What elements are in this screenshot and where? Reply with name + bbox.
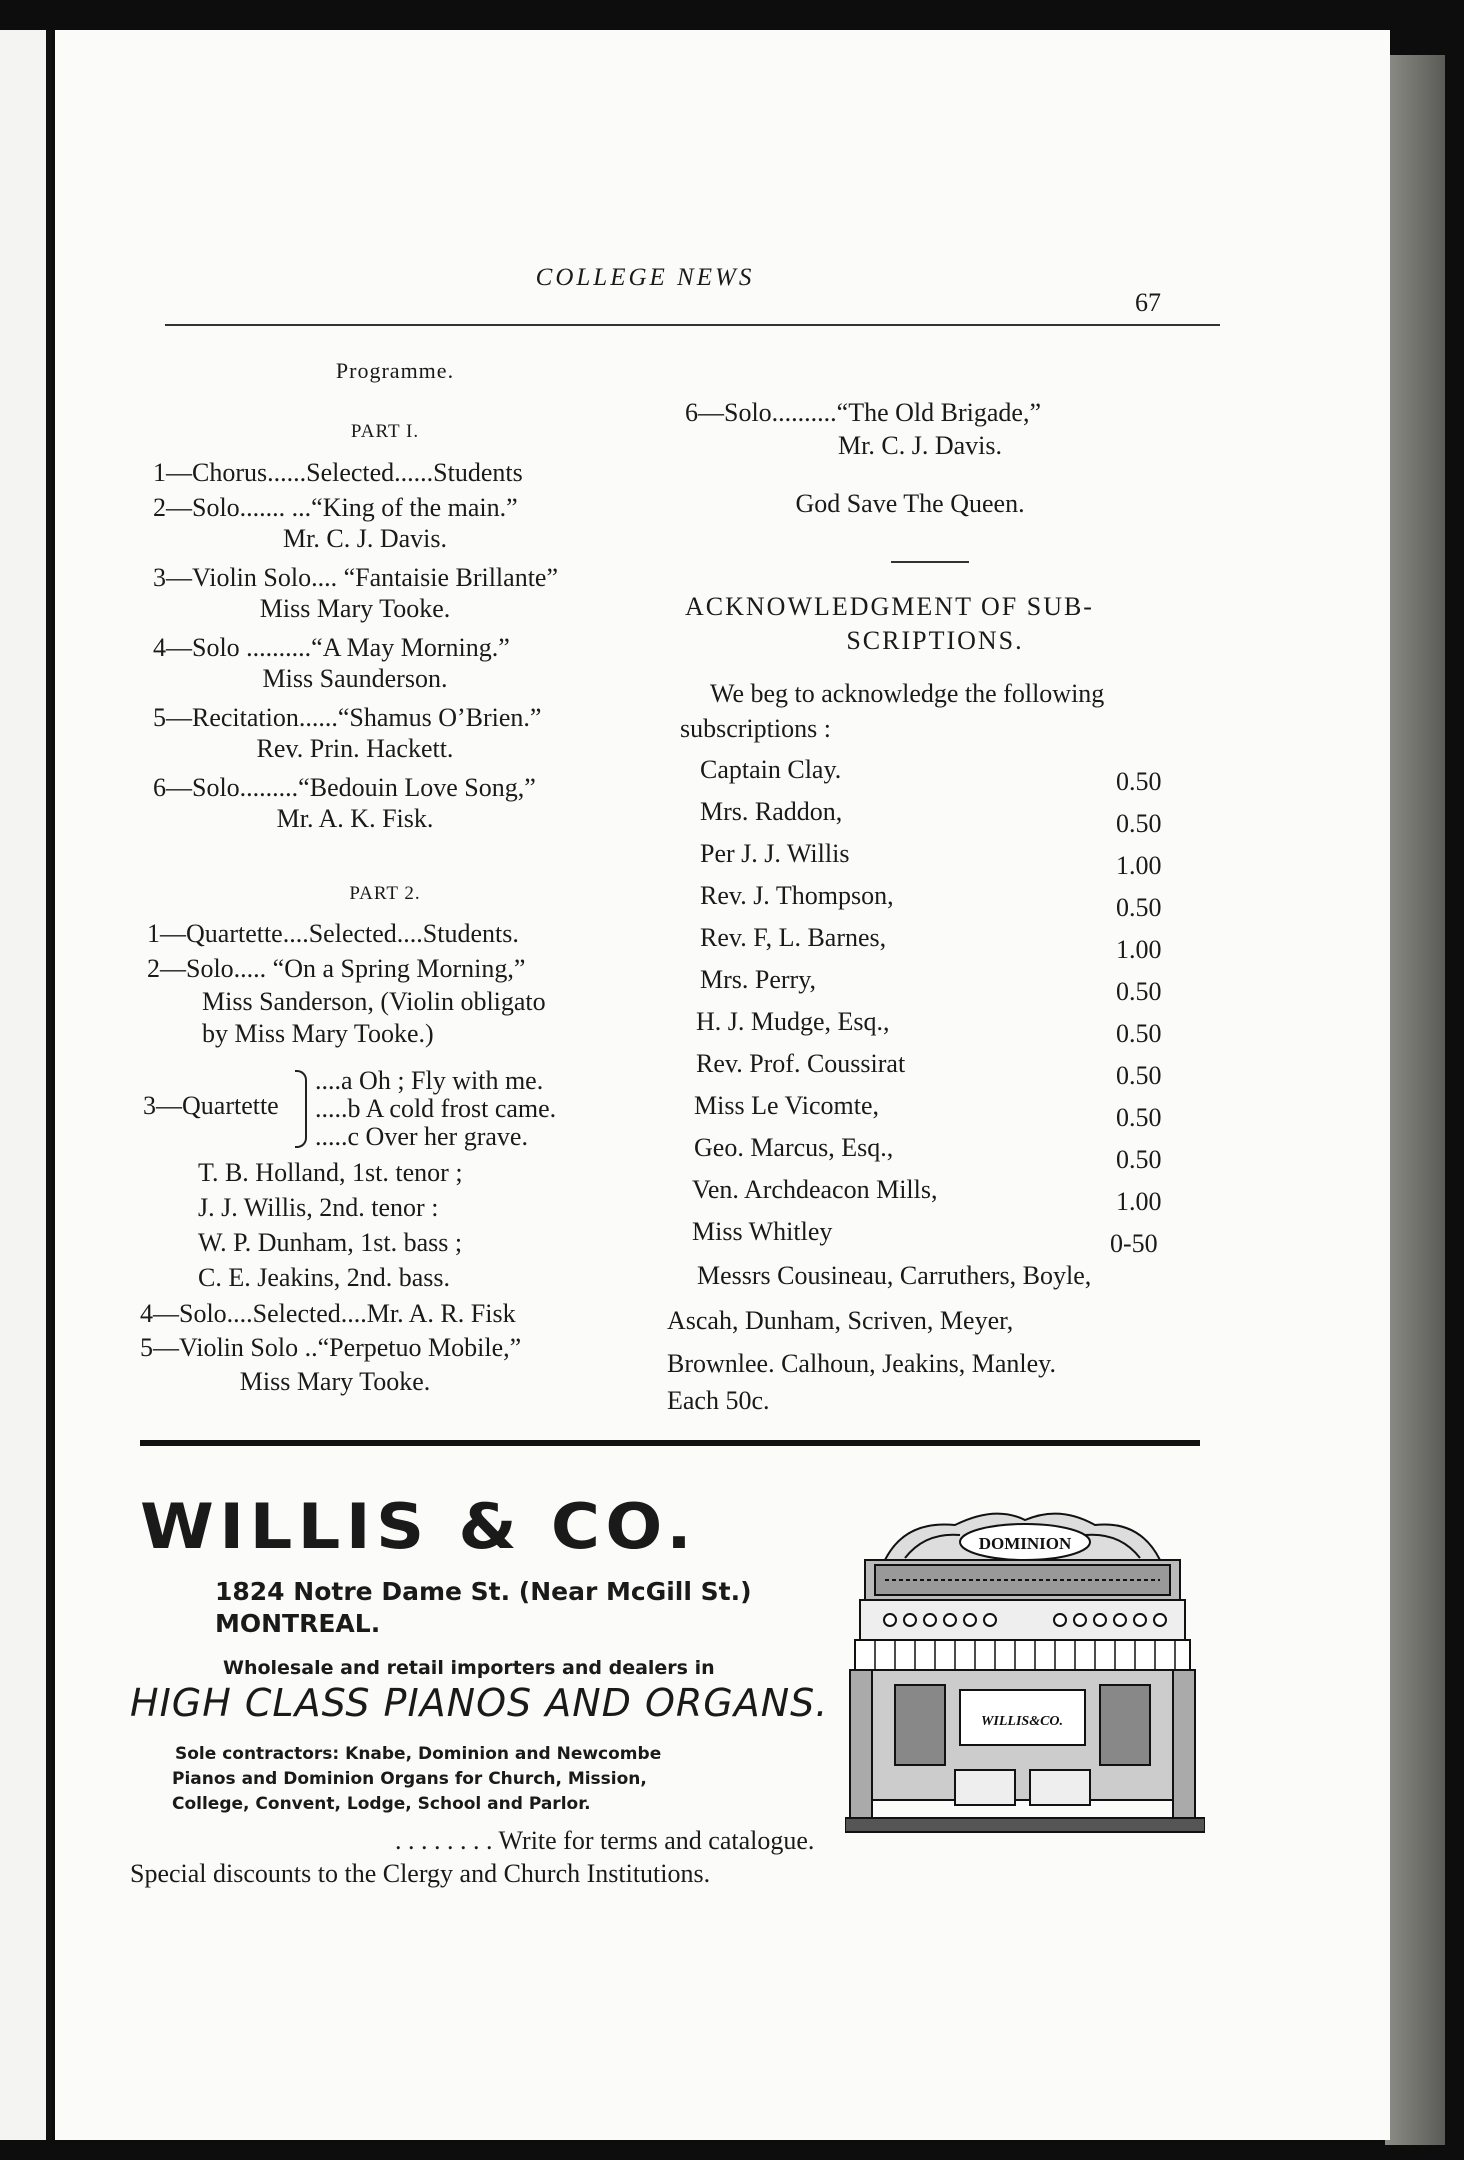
part1-heading: PART I. — [350, 421, 420, 442]
subscription-amount: 0.50 — [1116, 977, 1162, 1006]
part1-item-1: 1—Chorus......Selected......Students — [153, 458, 523, 487]
singer-2: J. J. Willis, 2nd. tenor : — [198, 1193, 439, 1222]
part2-item-4: 4—Solo....Selected....Mr. A. R. Fisk — [140, 1299, 516, 1328]
organ-illustration — [845, 1500, 1205, 1840]
subscription-amount: 1.00 — [1116, 1187, 1162, 1216]
closing-subscribers-line-3: Brownlee. Calhoun, Jeakins, Manley. — [667, 1349, 1056, 1378]
subscriber-name: Ven. Archdeacon Mills, — [692, 1175, 938, 1204]
singer-1: T. B. Holland, 1st. tenor ; — [198, 1158, 463, 1187]
advert-contractors-line-3: College, Convent, Lodge, School and Parlor. — [172, 1794, 591, 1814]
advert-contractors-line-2: Pianos and Dominion Organs for Church, Mission, — [172, 1769, 647, 1789]
part1-item-6: 6—Solo.........“Bedouin Love Song,” — [153, 773, 536, 802]
quartette-song-b: .....b A cold frost came. — [315, 1094, 557, 1123]
organ-label-panel: WILLIS&CO. — [980, 1714, 1064, 1729]
subscription-amount: 0.50 — [1116, 767, 1162, 796]
page — [55, 30, 1390, 2140]
quartette-song-c: .....c Over her grave. — [315, 1122, 528, 1151]
subscription-amount: 0.50 — [1116, 1019, 1162, 1048]
page-number: 67 — [1135, 288, 1161, 317]
subscriber-name: Rev. J. Thompson, — [700, 881, 894, 910]
part1-item-6-performer: Mr. A. K. Fisk. — [276, 804, 434, 833]
part2-item-5-performer: Miss Mary Tooke. — [239, 1367, 431, 1396]
subscription-amount: 1.00 — [1116, 851, 1162, 880]
part1-item-4: 4—Solo ..........“A May Morning.” — [153, 633, 510, 662]
advert-terms: . . . . . . . . Write for terms and catalogue. — [395, 1826, 815, 1855]
advert-city: MONTREAL. — [215, 1609, 381, 1638]
subscriber-name: Geo. Marcus, Esq., — [694, 1133, 894, 1162]
part2-heading: PART 2. — [349, 883, 421, 904]
closing-subscribers-line-1: Messrs Cousineau, Carruthers, Boyle, — [697, 1261, 1092, 1290]
part1-item-5-performer: Rev. Prin. Hackett. — [256, 734, 454, 763]
subscriber-name: H. J. Mudge, Esq., — [696, 1007, 890, 1036]
subscriber-name: Rev. Prof. Coussirat — [696, 1049, 906, 1078]
subscription-amount: 0.50 — [1116, 1103, 1162, 1132]
running-title: COLLEGE NEWS — [535, 264, 755, 291]
part2-item-5: 5—Violin Solo ..“Perpetuo Mobile,” — [140, 1333, 522, 1362]
closing-subscribers-line-2: Ascah, Dunham, Scriven, Meyer, — [667, 1306, 1014, 1335]
subscription-amount: 0.50 — [1116, 1145, 1162, 1174]
subscriber-name: Captain Clay. — [700, 755, 842, 784]
header-rule — [165, 324, 1220, 326]
acknowledgment-title: ACKNOWLEDGMENT OF SUB- — [685, 592, 1094, 621]
section-divider — [891, 561, 969, 563]
closing-subscribers-line-4: Each 50c. — [667, 1386, 770, 1415]
page-binding-shadow — [1385, 55, 1445, 2145]
part2-item-2: 2—Solo..... “On a Spring Morning,” — [147, 954, 526, 983]
subscription-amount: 1.00 — [1116, 935, 1162, 964]
subscriber-name: Mrs. Perry, — [700, 965, 817, 994]
subscriber-name: Mrs. Raddon, — [700, 797, 843, 826]
advert-top-rule — [140, 1440, 1200, 1446]
acknowledgment-intro-cont: subscriptions : — [680, 714, 831, 743]
subscription-amount: 0.50 — [1116, 1061, 1162, 1090]
advert-company-name: WILLIS & CO. — [140, 1490, 698, 1563]
part1-item-3-performer: Miss Mary Tooke. — [259, 594, 451, 623]
subscriber-name: Miss Le Vicomte, — [694, 1091, 879, 1120]
subscriber-name: Per J. J. Willis — [700, 839, 850, 868]
subscription-amount: 0.50 — [1116, 893, 1162, 922]
programme-title: Programme. — [335, 358, 455, 383]
part2-item-2-accompanist: by Miss Mary Tooke.) — [202, 1019, 434, 1048]
part1-item-2: 2—Solo....... ...“King of the main.” — [153, 493, 518, 522]
subscription-amount: 0.50 — [1116, 809, 1162, 838]
advert-headline: HIGH CLASS PIANOS AND ORGANS. — [130, 1681, 829, 1725]
singer-3: W. P. Dunham, 1st. bass ; — [198, 1228, 463, 1257]
previous-page-edge — [0, 30, 52, 2140]
part2-item-6: 6—Solo..........“The Old Brigade,” — [685, 398, 1041, 427]
part1-item-5: 5—Recitation......“Shamus O’Brien.” — [153, 703, 542, 732]
subscription-amount: 0-50 — [1110, 1229, 1158, 1258]
part1-item-4-performer: Miss Saunderson. — [262, 664, 448, 693]
part2-item-6-performer: Mr. C. J. Davis. — [838, 431, 1002, 460]
advert-address: 1824 Notre Dame St. (Near McGill St.) — [215, 1577, 752, 1606]
acknowledgment-intro: We beg to acknowledge the following — [710, 679, 1105, 708]
acknowledgment-title-cont: SCRIPTIONS. — [846, 626, 1024, 655]
part2-item-1: 1—Quartette....Selected....Students. — [147, 919, 519, 948]
subscriber-name: Rev. F, L. Barnes, — [700, 923, 887, 952]
organ-label-top: DOMINION — [978, 1534, 1072, 1553]
subscriber-name: Miss Whitley — [692, 1217, 833, 1246]
singer-4: C. E. Jeakins, 2nd. bass. — [198, 1263, 451, 1292]
closing-anthem: God Save The Queen. — [795, 489, 1025, 518]
advert-contractors-line-1: Sole contractors: Knabe, Dominion and Newcombe — [175, 1744, 662, 1764]
part1-item-3: 3—Violin Solo.... “Fantaisie Brillante” — [153, 563, 558, 592]
part1-item-2-performer: Mr. C. J. Davis. — [283, 524, 447, 553]
advert-discounts: Special discounts to the Clergy and Church Institutions. — [130, 1859, 711, 1888]
quartette-song-a: ....a Oh ; Fly with me. — [315, 1066, 544, 1095]
part2-item-2-performer: Miss Sanderson, (Violin obligato — [202, 987, 546, 1016]
advert-tagline: Wholesale and retail importers and dealers in — [223, 1657, 715, 1679]
part2-item-3-label: 3—Quartette — [143, 1091, 279, 1120]
quartette-brace — [295, 1070, 307, 1148]
